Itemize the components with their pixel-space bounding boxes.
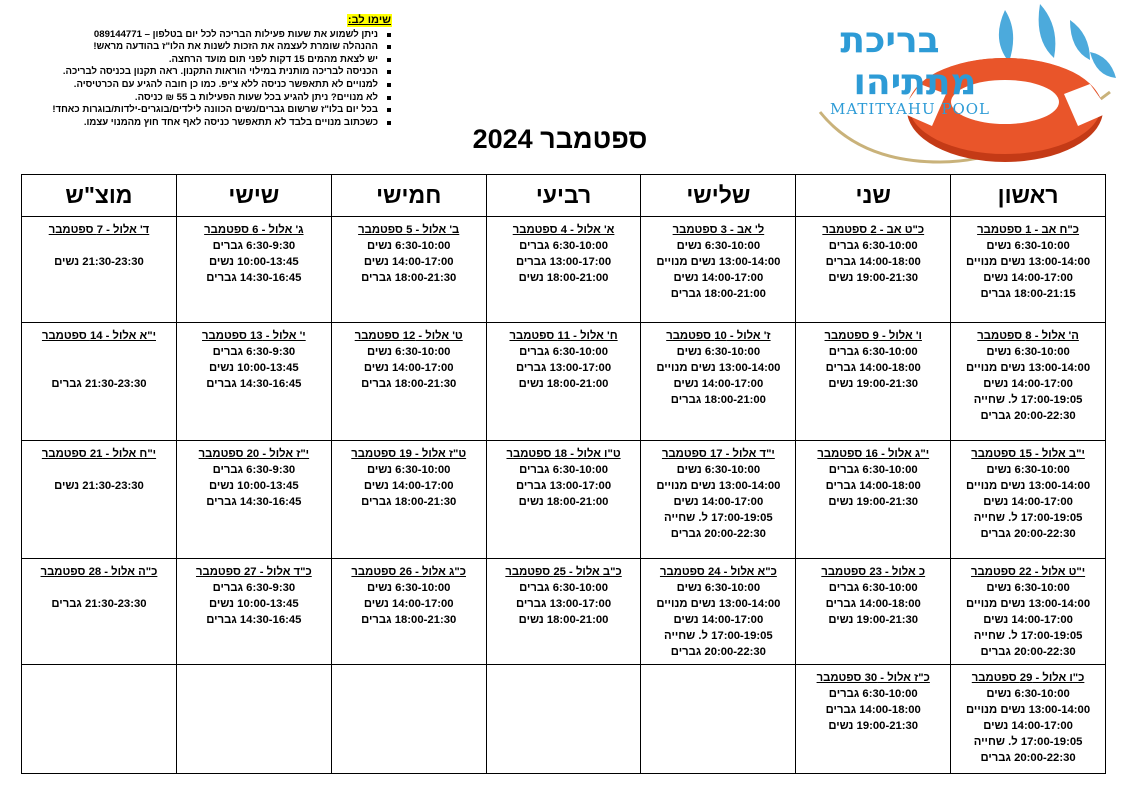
empty-day-cell bbox=[331, 665, 486, 774]
schedule-line: 6:30-10:00 נשים bbox=[986, 346, 1070, 358]
schedule-line: 20:00-22:30 גברים bbox=[980, 528, 1076, 540]
note-item: למנויים לא תתאפשר כניסה ללא צ'יפ. כמו כן חובה להגיע עם הכרטיסיה. bbox=[24, 79, 392, 92]
schedule-line: 13:00-14:00 נשים מנויים bbox=[966, 480, 1091, 492]
schedule-line: 21:30-23:30 גברים bbox=[51, 598, 147, 610]
schedule-line: 14:00-17:00 נשים bbox=[673, 378, 764, 390]
schedule-line: 18:00-21:30 גברים bbox=[361, 614, 457, 626]
day-cell bbox=[22, 217, 177, 323]
day-date: ז' אלול - 10 ספטמבר bbox=[666, 330, 771, 342]
schedule-line: 13:00-14:00 נשים מנויים bbox=[656, 256, 781, 268]
schedule-line: 13:00-17:00 גברים bbox=[515, 598, 612, 610]
weekday-header-row bbox=[22, 175, 1106, 217]
day-date: ג' אלול - 6 ספטמבר bbox=[204, 224, 304, 236]
schedule-line: 17:00-19:05 ל. שחייה bbox=[664, 512, 773, 524]
schedule-line: 10:00-13:45 נשים bbox=[208, 480, 299, 492]
schedule-line: 6:30-10:00 גברים bbox=[828, 464, 918, 476]
note-item: ההנהלה שומרת לעצמה את הזכות לשנות את הלו"ז בהודעה מראש! bbox=[24, 41, 392, 54]
schedule-line: 6:30-10:00 נשים bbox=[676, 240, 761, 252]
schedule-line: 14:00-17:00 נשים bbox=[983, 720, 1073, 732]
pool-logo bbox=[800, 2, 1121, 168]
schedule-line: 13:00-17:00 גברים bbox=[515, 362, 612, 374]
schedule-line: 17:00-19:05 ל. שחייה bbox=[664, 630, 773, 642]
schedule-line: 19:00-21:30 נשים bbox=[828, 614, 919, 626]
svg-text:MATITYAHU POOL: MATITYAHU POOL bbox=[829, 100, 991, 118]
schedule-line: 6:30-9:30 גברים bbox=[212, 582, 296, 594]
schedule-line: 20:00-22:30 גברים bbox=[670, 528, 766, 540]
day-cell bbox=[331, 441, 486, 559]
day-cell bbox=[796, 559, 951, 665]
day-cell bbox=[331, 323, 486, 441]
schedule-line: 6:30-10:00 נשים bbox=[986, 582, 1070, 594]
day-cell bbox=[641, 217, 796, 323]
schedule-line: 18:00-21:00 נשים bbox=[518, 378, 609, 390]
day-date: ט' אלול - 12 ספטמבר bbox=[354, 330, 463, 342]
day-cell bbox=[176, 323, 331, 441]
schedule-line: 6:30-9:30 גברים bbox=[212, 464, 296, 476]
day-date: כ"ז אלול - 30 ספטמבר bbox=[816, 672, 930, 684]
week-row bbox=[22, 323, 1106, 441]
schedule-line: 6:30-10:00 גברים bbox=[519, 582, 608, 594]
weekday-header: שני bbox=[796, 175, 951, 217]
schedule-line: 14:00-17:00 נשים bbox=[363, 598, 454, 610]
weekday-header: שישי bbox=[176, 175, 331, 217]
schedule-line: 6:30-10:00 גברים bbox=[828, 240, 918, 252]
schedule-line: 13:00-14:00 נשים מנויים bbox=[966, 704, 1091, 716]
schedule-line: 6:30-10:00 נשים bbox=[676, 582, 761, 594]
schedule-line: 6:30-10:00 נשים bbox=[366, 464, 451, 476]
schedule-line: 20:00-22:30 גברים bbox=[670, 646, 766, 658]
day-cell bbox=[486, 323, 641, 441]
schedule-line: 14:00-17:00 נשים bbox=[983, 378, 1073, 390]
day-cell bbox=[796, 323, 951, 441]
day-date: י"ג אלול - 16 ספטמבר bbox=[817, 448, 930, 460]
schedule-line: 6:30-10:00 גברים bbox=[519, 464, 608, 476]
weekday-header: חמישי bbox=[331, 175, 486, 217]
day-date: א' אלול - 4 ספטמבר bbox=[512, 224, 615, 236]
day-cell bbox=[641, 559, 796, 665]
schedule-line: 10:00-13:45 נשים bbox=[208, 362, 299, 374]
schedule-line: 13:00-14:00 נשים מנויים bbox=[656, 598, 781, 610]
day-date: ח' אלול - 11 ספטמבר bbox=[509, 330, 618, 342]
week-row bbox=[22, 559, 1106, 665]
schedule-line: 17:00-19:05 ל. שחייה bbox=[973, 512, 1083, 524]
schedule-line: 14:30-16:45 גברים bbox=[206, 378, 302, 390]
day-cell bbox=[22, 323, 177, 441]
schedule-line: 6:30-10:00 גברים bbox=[828, 346, 918, 358]
schedule-line: 18:00-21:00 נשים bbox=[518, 272, 609, 284]
svg-text:מתתיהו: מתתיהו bbox=[853, 62, 977, 103]
schedule-line: 14:00-18:00 גברים bbox=[825, 256, 921, 268]
schedule-line: 6:30-10:00 גברים bbox=[828, 688, 918, 700]
schedule-line: 14:00-17:00 נשים bbox=[363, 362, 454, 374]
day-cell bbox=[176, 441, 331, 559]
calendar-table bbox=[21, 174, 1106, 774]
day-date: י"ד אלול - 17 ספטמבר bbox=[661, 448, 775, 460]
schedule-line: 6:30-9:30 גברים bbox=[212, 240, 296, 252]
day-date: ל' אב - 3 ספטמבר bbox=[672, 224, 765, 236]
schedule-line: 14:00-17:00 נשים bbox=[363, 256, 454, 268]
schedule-line: 14:30-16:45 גברים bbox=[206, 496, 302, 508]
day-cell bbox=[176, 559, 331, 665]
week-row bbox=[22, 665, 1106, 774]
day-date: כ"ה אלול - 28 ספטמבר bbox=[40, 566, 158, 578]
empty-day-cell bbox=[176, 665, 331, 774]
notes-box bbox=[24, 14, 392, 129]
schedule-line: 13:00-14:00 נשים מנויים bbox=[966, 598, 1091, 610]
schedule-line: 6:30-10:00 גברים bbox=[828, 582, 918, 594]
weekday-header: רביעי bbox=[486, 175, 641, 217]
schedule-line: 6:30-10:00 נשים bbox=[986, 688, 1070, 700]
day-date: י"ז אלול - 20 ספטמבר bbox=[198, 448, 310, 460]
schedule-line: 14:00-18:00 גברים bbox=[825, 362, 921, 374]
schedule-line: 19:00-21:30 נשים bbox=[828, 496, 919, 508]
schedule-line: 14:30-16:45 גברים bbox=[206, 272, 302, 284]
day-cell bbox=[22, 559, 177, 665]
schedule-line: 6:30-10:00 נשים bbox=[676, 346, 761, 358]
day-date: כ"ו אלול - 29 ספטמבר bbox=[971, 672, 1085, 684]
note-item: לא מנויים? ניתן להגיע בכל שעות הפעילות ב 55 ₪ כניסה. bbox=[24, 92, 392, 105]
day-cell bbox=[22, 441, 177, 559]
day-cell bbox=[486, 559, 641, 665]
day-date: כ"א אלול - 24 ספטמבר bbox=[659, 566, 777, 578]
day-date: כ"ג אלול - 26 ספטמבר bbox=[351, 566, 466, 578]
day-cell bbox=[951, 665, 1106, 774]
day-date: ט"ו אלול - 18 ספטמבר bbox=[506, 448, 621, 460]
schedule-line: 20:00-22:30 גברים bbox=[980, 752, 1076, 764]
schedule-line: 17:00-19:05 ל. שחייה bbox=[973, 394, 1083, 406]
schedule-line: 6:30-10:00 נשים bbox=[366, 582, 451, 594]
schedule-line: 13:00-17:00 גברים bbox=[515, 480, 612, 492]
day-date: כ"ד אלול - 27 ספטמבר bbox=[195, 566, 312, 578]
schedule-line: 14:00-17:00 נשים bbox=[673, 272, 764, 284]
schedule-line: 21:30-23:30 נשים bbox=[54, 480, 144, 492]
schedule-line: 20:00-22:30 גברים bbox=[980, 646, 1076, 658]
day-date: כ אלול - 23 ספטמבר bbox=[821, 566, 926, 578]
schedule-line: 14:30-16:45 גברים bbox=[206, 614, 302, 626]
day-date: י"ט אלול - 22 ספטמבר bbox=[971, 566, 1086, 578]
notes-title: שימו לב: bbox=[347, 14, 391, 26]
day-cell bbox=[951, 323, 1106, 441]
weekday-header: מוצ"ש bbox=[22, 175, 177, 217]
schedule-line: 19:00-21:30 נשים bbox=[828, 378, 919, 390]
day-date: י' אלול - 13 ספטמבר bbox=[202, 330, 306, 342]
schedule-line: 13:00-14:00 נשים מנויים bbox=[966, 362, 1091, 374]
day-cell bbox=[641, 441, 796, 559]
schedule-line: 18:00-21:00 נשים bbox=[518, 614, 609, 626]
day-cell bbox=[641, 323, 796, 441]
schedule-line: 18:00-21:30 גברים bbox=[361, 272, 457, 284]
note-item: בכל יום בלו"ז שרשום גברים/נשים הכוונה לילדים/בוגרים-ילדות/בוגרות כאחד! bbox=[24, 104, 392, 117]
week-row bbox=[22, 441, 1106, 559]
schedule-line: 18:00-21:00 גברים bbox=[670, 288, 766, 300]
schedule-line: 20:00-22:30 גברים bbox=[980, 410, 1076, 422]
day-date: כ"ח אב - 1 ספטמבר bbox=[977, 224, 1080, 236]
day-date: ו' אלול - 9 ספטמבר bbox=[824, 330, 922, 342]
schedule-line: 21:30-23:30 נשים bbox=[54, 256, 144, 268]
day-cell bbox=[331, 559, 486, 665]
day-date: ב' אלול - 5 ספטמבר bbox=[358, 224, 460, 236]
note-item: ניתן לשמוע את שעות פעילות הבריכה לכל יום בטלפון – 089144771 bbox=[24, 29, 392, 42]
day-cell bbox=[486, 441, 641, 559]
note-item: הכניסה לבריכה מותנית במילוי הוראות התקנון. ראה תקנון בכניסה לבריכה. bbox=[24, 66, 392, 79]
schedule-line: 19:00-21:30 נשים bbox=[828, 272, 919, 284]
schedule-line: 13:00-14:00 נשים מנויים bbox=[656, 362, 781, 374]
schedule-line: 10:00-13:45 נשים bbox=[208, 598, 299, 610]
day-cell bbox=[796, 217, 951, 323]
schedule-line: 13:00-14:00 נשים מנויים bbox=[656, 480, 781, 492]
day-date: ד' אלול - 7 ספטמבר bbox=[48, 224, 150, 236]
schedule-line: 18:00-21:30 גברים bbox=[361, 496, 457, 508]
day-cell bbox=[331, 217, 486, 323]
empty-day-cell bbox=[486, 665, 641, 774]
weekday-header: שלישי bbox=[641, 175, 796, 217]
schedule-line: 6:30-10:00 נשים bbox=[986, 240, 1070, 252]
schedule-line: 14:00-17:00 נשים bbox=[983, 496, 1073, 508]
day-date: ט"ז אלול - 19 ספטמבר bbox=[351, 448, 467, 460]
schedule-line: 6:30-10:00 נשים bbox=[366, 346, 451, 358]
schedule-line: 18:00-21:15 גברים bbox=[980, 288, 1076, 300]
day-cell bbox=[951, 441, 1106, 559]
empty-day-cell bbox=[22, 665, 177, 774]
svg-text:בריכת: בריכת bbox=[840, 20, 940, 61]
day-cell bbox=[796, 665, 951, 774]
note-item: יש לצאת מהמים 15 דקות לפני תום מועד הרחצה. bbox=[24, 54, 392, 67]
notes-list bbox=[24, 29, 392, 130]
schedule-line: 14:00-17:00 נשים bbox=[673, 614, 764, 626]
schedule-line: 6:30-10:00 גברים bbox=[519, 240, 608, 252]
schedule-line: 14:00-17:00 נשים bbox=[983, 614, 1073, 626]
day-date: כ"ט אב - 2 ספטמבר bbox=[822, 224, 925, 236]
schedule-line: 17:00-19:05 ל. שחייה bbox=[973, 736, 1083, 748]
page-title: ספטמבר 2024 bbox=[472, 124, 648, 154]
schedule-line: 18:00-21:00 נשים bbox=[518, 496, 609, 508]
schedule-line: 6:30-10:00 נשים bbox=[986, 464, 1070, 476]
schedule-line: 14:00-17:00 נשים bbox=[983, 272, 1073, 284]
schedule-line: 18:00-21:00 גברים bbox=[670, 394, 766, 406]
day-cell bbox=[951, 217, 1106, 323]
schedule-line: 6:30-10:00 גברים bbox=[519, 346, 608, 358]
week-row bbox=[22, 217, 1106, 323]
day-cell bbox=[951, 559, 1106, 665]
note-item: כשכתוב מנויים בלבד לא תתאפשר כניסה לאף אחד חוץ מהמנוי עצמו. bbox=[24, 117, 392, 130]
schedule-line: 6:30-10:00 נשים bbox=[676, 464, 761, 476]
day-date: י"א אלול - 14 ספטמבר bbox=[41, 330, 156, 342]
day-cell bbox=[796, 441, 951, 559]
schedule-line: 21:30-23:30 גברים bbox=[51, 378, 147, 390]
schedule-line: 13:00-14:00 נשים מנויים bbox=[966, 256, 1091, 268]
schedule-line: 14:00-18:00 גברים bbox=[825, 480, 921, 492]
day-date: י"ח אלול - 21 ספטמבר bbox=[41, 448, 157, 460]
schedule-line: 13:00-17:00 גברים bbox=[515, 256, 612, 268]
day-cell bbox=[486, 217, 641, 323]
day-date: כ"ב אלול - 25 ספטמבר bbox=[505, 566, 622, 578]
schedule-line: 14:00-18:00 גברים bbox=[825, 704, 921, 716]
empty-day-cell bbox=[641, 665, 796, 774]
schedule-line: 6:30-10:00 נשים bbox=[366, 240, 451, 252]
schedule-line: 14:00-18:00 גברים bbox=[825, 598, 921, 610]
day-cell bbox=[176, 217, 331, 323]
day-date: י"ב אלול - 15 ספטמבר bbox=[971, 448, 1085, 460]
weekday-header: ראשון bbox=[951, 175, 1106, 217]
day-date: ה' אלול - 8 ספטמבר bbox=[977, 330, 1079, 342]
schedule-line: 14:00-17:00 נשים bbox=[673, 496, 764, 508]
schedule-line: 17:00-19:05 ל. שחייה bbox=[973, 630, 1083, 642]
schedule-line: 6:30-9:30 גברים bbox=[212, 346, 296, 358]
schedule-line: 18:00-21:30 גברים bbox=[361, 378, 457, 390]
schedule-line: 10:00-13:45 נשים bbox=[208, 256, 299, 268]
schedule-line: 14:00-17:00 נשים bbox=[363, 480, 454, 492]
schedule-line: 19:00-21:30 נשים bbox=[828, 720, 919, 732]
